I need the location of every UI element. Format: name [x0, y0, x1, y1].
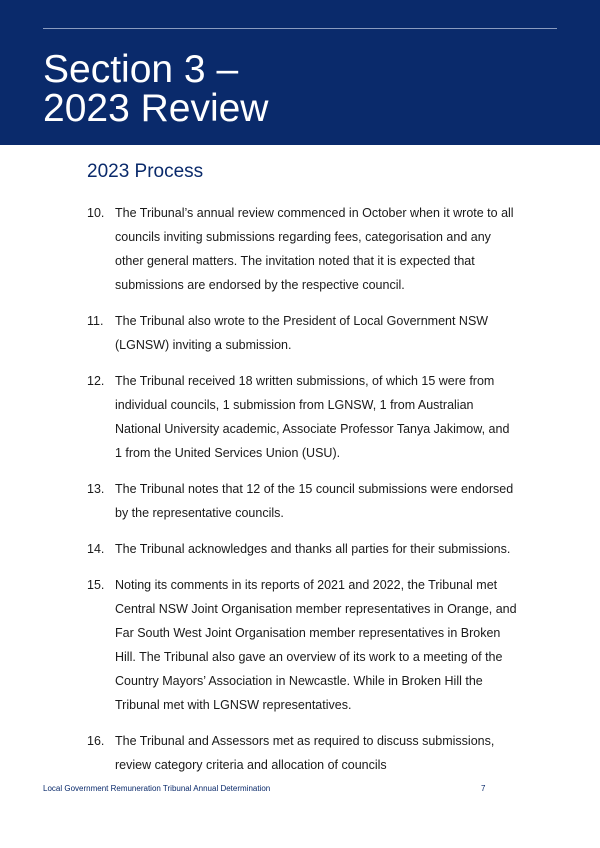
- numbered-paragraph: [87, 573, 517, 717]
- section-banner: [0, 0, 600, 145]
- footer-document-title: Local Government Remuneration Tribunal Annual Determination: [43, 784, 271, 793]
- paragraph-text: The Tribunal notes that 12 of the 15 council submissions were endorsed by the representative councils.: [115, 482, 514, 520]
- section-title-line1: Section 3 –: [43, 48, 239, 91]
- paragraph-text: The Tribunal’s annual review commenced in October when it wrote to all councils inviting submissions regarding fees, categorisation and any other general matters. The invitation noted that it is expected that submissions are endorsed by the respective council.: [115, 206, 514, 292]
- section-title-line2: 2023 Review: [43, 87, 269, 130]
- numbered-paragraph: [87, 369, 517, 465]
- numbered-paragraph: [87, 477, 517, 525]
- subsection-heading: 2023 Process: [87, 161, 204, 182]
- numbered-paragraph: [87, 309, 517, 357]
- banner-divider: [43, 28, 557, 29]
- paragraph-number: 16.: [87, 734, 105, 748]
- numbered-paragraph-list: [87, 201, 517, 789]
- paragraph-number: 11.: [87, 314, 104, 328]
- section-title: [43, 50, 268, 128]
- footer-page-number: 7: [481, 784, 486, 793]
- paragraph-number: 12.: [87, 374, 105, 388]
- paragraph-text: The Tribunal and Assessors met as required to discuss submissions, review category criteria and allocation of councils: [115, 734, 495, 772]
- numbered-paragraph: [87, 729, 517, 777]
- numbered-paragraph: [87, 537, 517, 561]
- paragraph-text: The Tribunal received 18 written submissions, of which 15 were from individual councils, 1 submission from LGNSW, 1 from Australian National University academic, Associate Professor Tanya Jakimow, and 1 from the United Services Union (USU).: [115, 374, 510, 460]
- paragraph-text: Noting its comments in its reports of 2021 and 2022, the Tribunal met Central NSW Joint Organisation member representatives in Orange, and Far South West Joint Organisation member representatives in Broken Hill. The Tribunal also gave an overview of its work to a meeting of the Country Mayors’ Association in Newcastle. While in Broken Hill the Tribunal met with LGNSW representatives.: [115, 578, 517, 712]
- paragraph-text: The Tribunal acknowledges and thanks all parties for their submissions.: [115, 542, 511, 556]
- paragraph-number: 15.: [87, 578, 105, 592]
- numbered-paragraph: [87, 201, 517, 297]
- paragraph-number: 14.: [87, 542, 105, 556]
- paragraph-number: 10.: [87, 206, 105, 220]
- paragraph-text: The Tribunal also wrote to the President of Local Government NSW (LGNSW) inviting a submission.: [115, 314, 489, 352]
- paragraph-number: 13.: [87, 482, 105, 496]
